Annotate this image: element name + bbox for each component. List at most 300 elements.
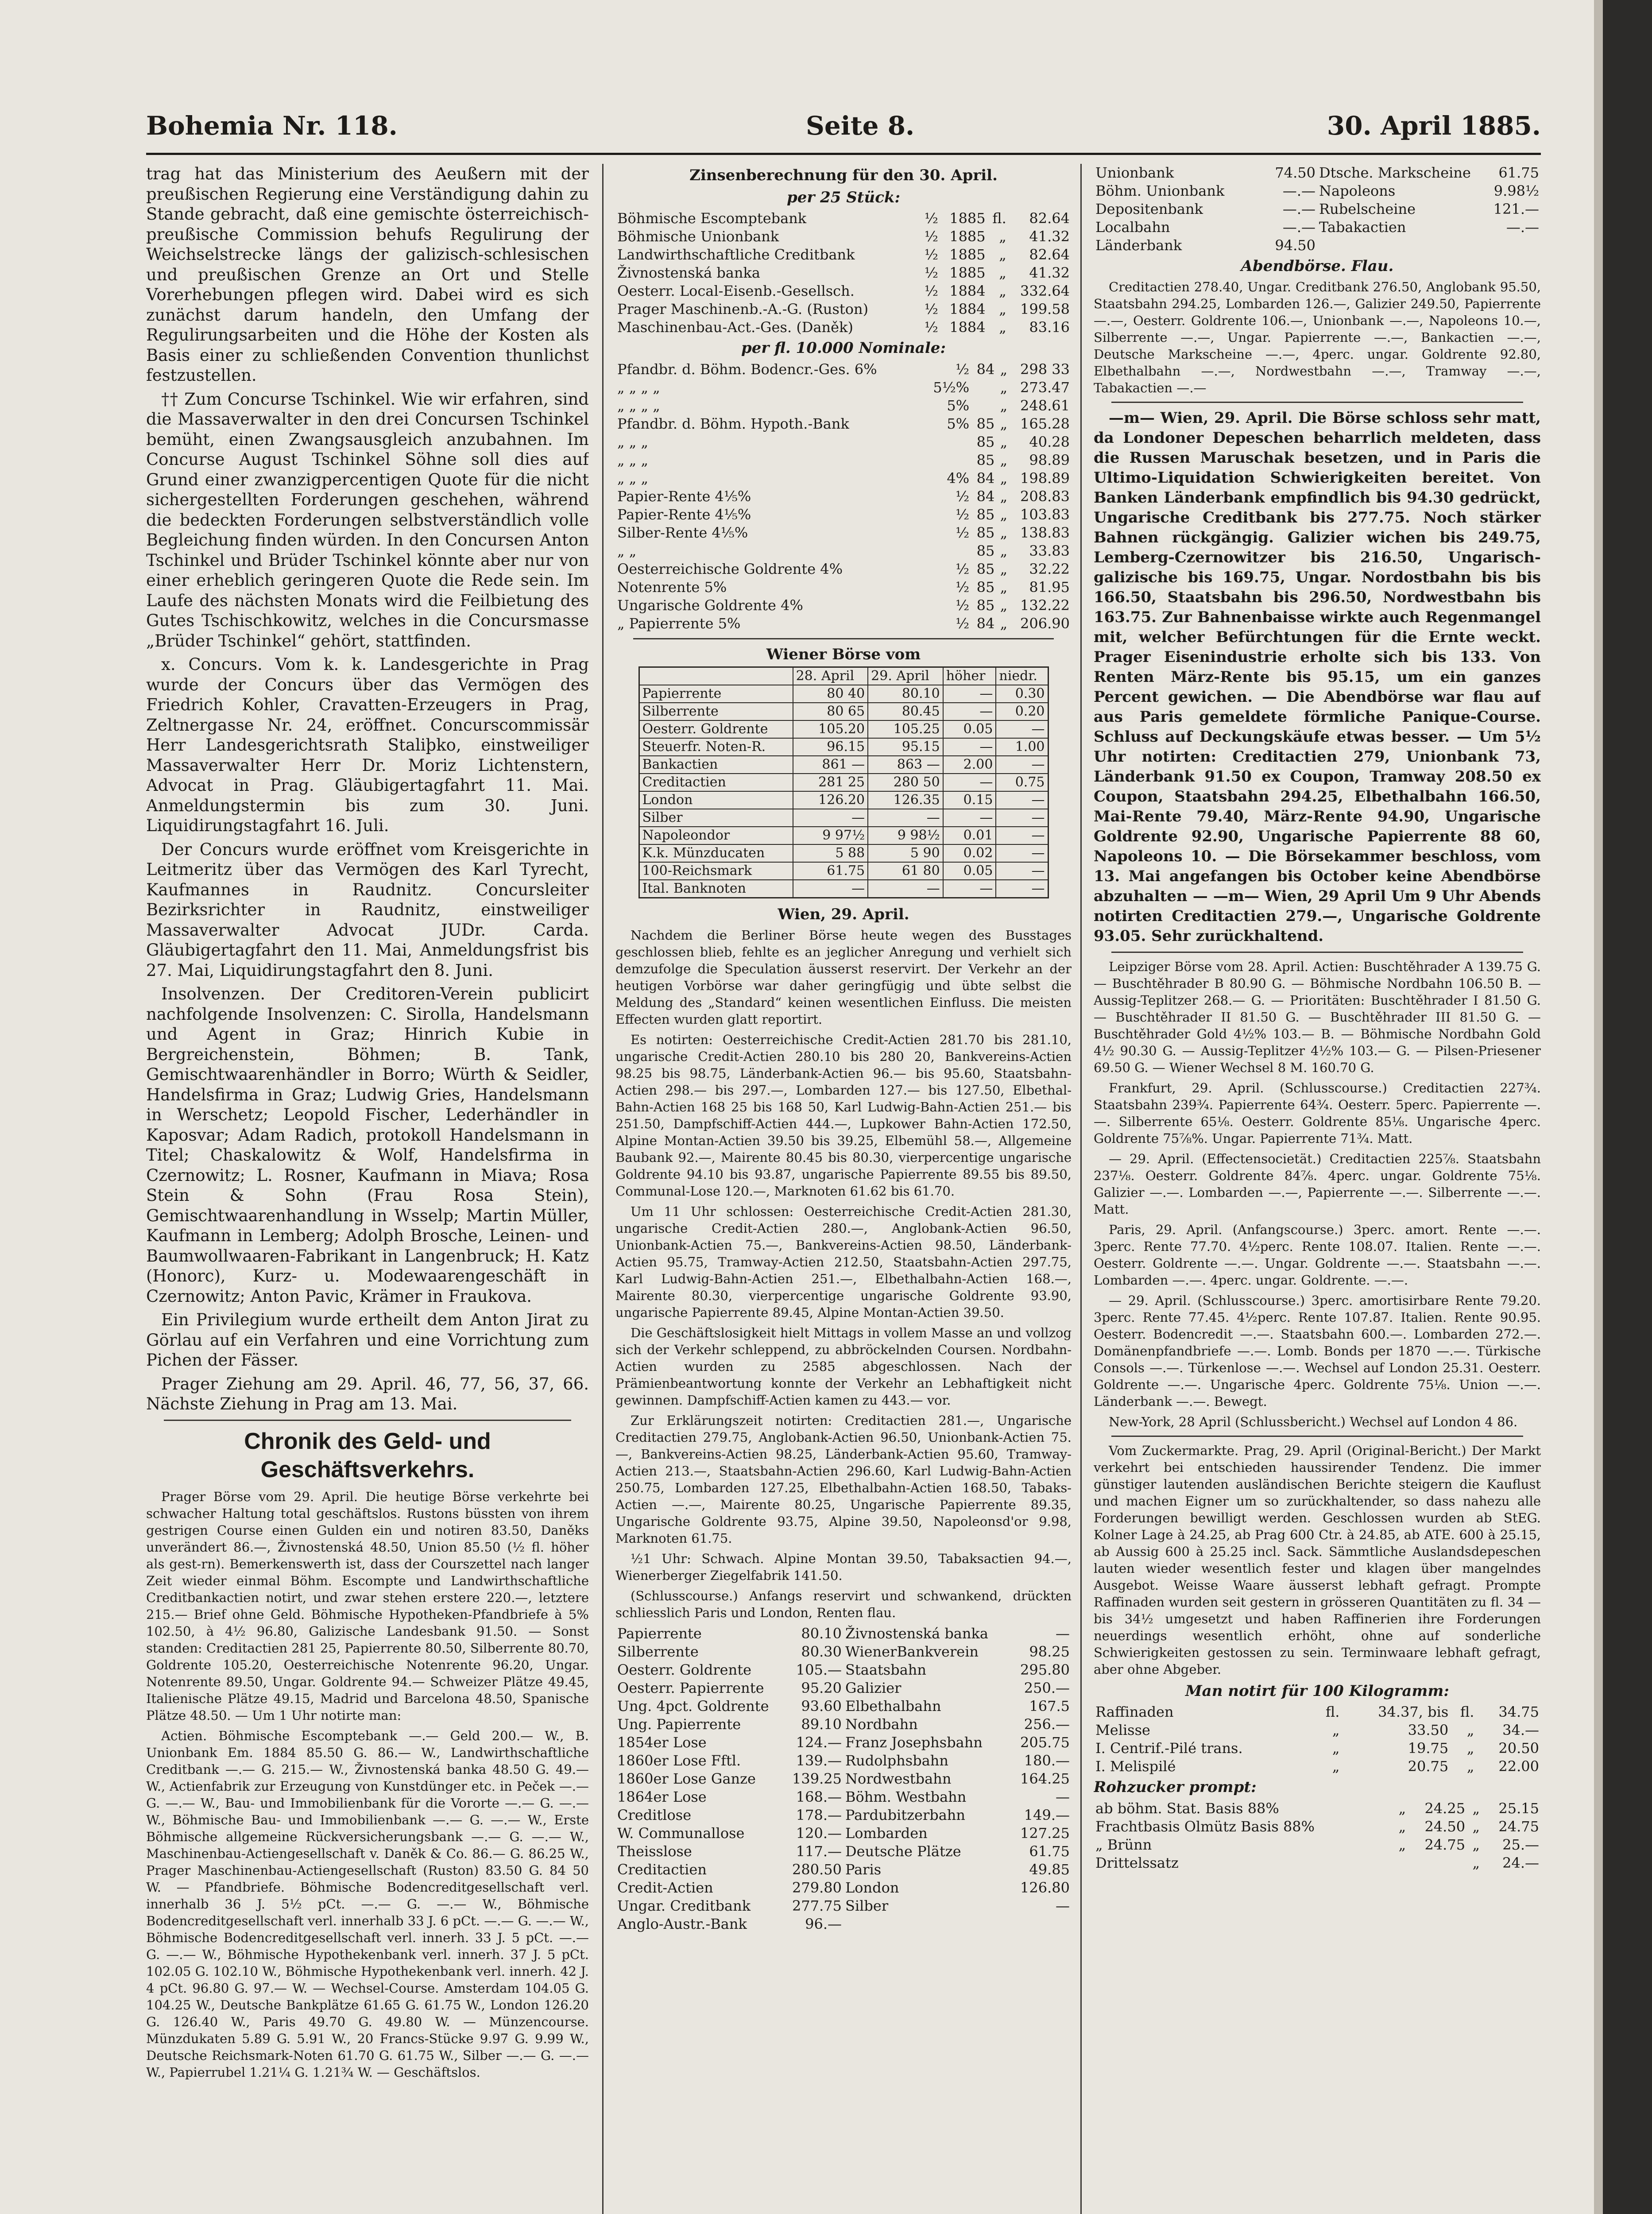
- table-cell: —: [996, 880, 1048, 898]
- issue-date: 30. April 1885.: [1327, 111, 1541, 141]
- sugar-table: [1094, 1703, 1541, 1776]
- page-header: [146, 111, 1541, 151]
- table-cell: —.—: [1282, 182, 1315, 199]
- table-cell: Notenrente 5%: [617, 578, 727, 596]
- table-row: [615, 488, 1072, 506]
- table-cell: 85: [976, 560, 995, 577]
- table-cell: ½: [924, 283, 938, 299]
- table-cell: Länderbank: [1095, 237, 1182, 254]
- table-cell: 85: [976, 578, 995, 596]
- table-row: [843, 1806, 1072, 1824]
- table-cell: „ Papierrente 5%: [617, 615, 741, 632]
- table-cell: —: [868, 809, 943, 827]
- divider: [1111, 952, 1523, 953]
- table-cell: 861 —: [793, 756, 868, 774]
- table-row: [1094, 236, 1317, 255]
- table-cell: 126.20: [793, 791, 868, 809]
- table-cell: 80.30: [801, 1643, 842, 1660]
- table-cell: „: [1000, 560, 1008, 577]
- frankfurt-report: Frankfurt, 29. April. (Schlusscourse.) Creditactien 227¾. Staatsbahn 239¾. Papierrente 64¾. Oesterr. 5perc. Papierrente —.—. Silberrente 65⅛. Oesterr. Goldrente 85⅛. Ungarische 4perc. Goldrente 75⅞%. Ungar. Papierrente 71¾. Matt.: [1094, 1080, 1541, 1146]
- table-row: [615, 560, 1072, 578]
- table-row: [615, 1752, 843, 1770]
- table-cell: 280 50: [868, 774, 943, 791]
- table-cell: 84: [976, 488, 995, 505]
- table-row: [615, 318, 1072, 337]
- table-cell: Ital. Banknoten: [639, 880, 793, 898]
- wien-text: Nachdem die Berliner Börse heute wegen des Busstages geschlossen blieb, fehlte es an jeglicher Anregung und verhielt sich demzufolge die Speculation äusserst reservirt. Der Verkehr an der heutigen Vorbörse war daher geringfügig und übte selbst die Meldung des „Standard“ keinen wesentlichen Einfluss. Die meisten Effecten wurden glatt reportirt.: [615, 927, 1072, 1027]
- table-cell: Ungar. Creditbank: [617, 1897, 751, 1914]
- table-cell: 5%: [947, 415, 970, 432]
- table-cell: 24.50: [1424, 1818, 1466, 1835]
- table-cell: 32.22: [1029, 560, 1070, 577]
- top-quotes: [1094, 164, 1541, 255]
- table-cell: 256.—: [1024, 1715, 1070, 1733]
- table-cell: 0.01: [943, 827, 996, 844]
- table-row: [1094, 182, 1317, 200]
- table-row: [615, 1879, 843, 1897]
- table-cell: „: [1398, 1800, 1406, 1817]
- table-cell: 34.—: [1502, 1722, 1539, 1738]
- table-cell: fl.: [992, 210, 1006, 227]
- interest-table: [615, 209, 1072, 337]
- table-cell: 5 90: [868, 844, 943, 862]
- table-cell: 85: [976, 506, 995, 523]
- rohzucker-heading: Rohzucker prompt:: [1094, 1778, 1257, 1796]
- table-cell: „: [1398, 1818, 1406, 1835]
- table-cell: 40.28: [1029, 433, 1070, 450]
- table-cell: 98.25: [1029, 1643, 1070, 1660]
- table-cell: „: [999, 301, 1006, 317]
- table-cell: ab böhm. Stat. Basis 88%: [1095, 1800, 1279, 1817]
- table-row: [843, 1842, 1072, 1861]
- table-cell: 1.00: [996, 738, 1048, 756]
- table-row: [1094, 1836, 1541, 1854]
- table-row: [1094, 1800, 1541, 1818]
- table-cell: „: [999, 264, 1006, 281]
- table-cell: Oesterreichische Goldrente 4%: [617, 560, 843, 577]
- table-cell: fl.: [1325, 1703, 1340, 1720]
- table-cell: Elbethalbahn: [845, 1697, 941, 1715]
- table-cell: Creditlose: [617, 1806, 692, 1823]
- table-cell: ½: [956, 506, 970, 523]
- table-cell: 81.95: [1029, 578, 1070, 596]
- table-cell: I. Centrif.-Pilé trans.: [1095, 1740, 1243, 1757]
- table-cell: [971, 379, 996, 397]
- table-cell: 85: [976, 415, 995, 432]
- table-cell: Silber: [845, 1897, 889, 1914]
- table-cell: 149.—: [1024, 1806, 1070, 1823]
- table-cell: 83.16: [1029, 319, 1070, 336]
- table-row: [615, 1824, 843, 1842]
- quote-table-left: [1094, 164, 1317, 255]
- table-cell: 9 97½: [793, 827, 868, 844]
- table-cell: 0.15: [943, 791, 996, 809]
- table-row: [1317, 164, 1541, 182]
- table-cell: Papier-Rente 4⅕%: [617, 506, 751, 523]
- table-cell: 20.50: [1498, 1740, 1539, 1757]
- table-cell: 80 65: [793, 703, 868, 720]
- table-cell: 121.—: [1493, 201, 1539, 217]
- column-header: 29. April: [868, 667, 943, 685]
- table-cell: ½: [956, 360, 970, 378]
- column-header: höher: [943, 667, 996, 685]
- table-cell: —: [1056, 1625, 1070, 1642]
- table-cell: 117.—: [796, 1842, 842, 1860]
- table-cell: 1884: [949, 283, 986, 299]
- table-cell: 19.75: [1408, 1740, 1449, 1757]
- table-cell: Böhm. Unionbank: [1095, 182, 1225, 199]
- table-cell: 61 80: [868, 862, 943, 880]
- table-row: [615, 1625, 843, 1643]
- table-cell: Tabakactien: [1319, 219, 1406, 236]
- table-cell: ½: [924, 301, 938, 317]
- table-cell: Pfandbr. d. Böhm. Bodencr.-Ges. 6%: [617, 360, 877, 378]
- table-row: [615, 379, 1072, 397]
- table-cell: —: [793, 809, 868, 827]
- table-cell: Raffinaden: [1095, 1703, 1174, 1720]
- table-cell: Melisse: [1095, 1722, 1150, 1738]
- table-cell: Nordwestbahn: [845, 1770, 952, 1787]
- table-row: [843, 1788, 1072, 1806]
- table-cell: 84: [976, 469, 995, 487]
- table-cell: —: [996, 844, 1048, 862]
- table-cell: 0.20: [996, 703, 1048, 720]
- table-row: [615, 1861, 843, 1879]
- table-cell: 0.75: [996, 774, 1048, 791]
- table-cell: 25.—: [1502, 1836, 1539, 1853]
- table-cell: —: [943, 703, 996, 720]
- table-row: [843, 1897, 1072, 1915]
- table-cell: Frachtbasis Olmütz Basis 88%: [1095, 1818, 1315, 1835]
- table-cell: 1884: [949, 301, 986, 317]
- table-cell: 85: [976, 596, 995, 614]
- table-cell: „: [1472, 1818, 1480, 1835]
- table-cell: 95.15: [868, 738, 943, 756]
- article-ziehung: Prager Ziehung am 29. April. 46, 77, 56, 37, 66. Nächste Ziehung in Prag am 13. Mai.: [146, 1374, 589, 1413]
- table-cell: 298 33: [1020, 360, 1070, 378]
- table-row: [639, 720, 1048, 738]
- table-cell: Landwirthschaftliche Creditbank: [617, 246, 855, 263]
- table-cell: 41.32: [1029, 228, 1070, 245]
- table-row: [843, 1824, 1072, 1842]
- table-cell: Rudolphsbahn: [845, 1752, 948, 1769]
- table-cell: 1885: [949, 210, 986, 227]
- closing-courses: [615, 1625, 1072, 1933]
- interest-table-nominal: [615, 360, 1072, 633]
- table-cell: 24.75: [1498, 1818, 1539, 1835]
- table-cell: ½: [956, 524, 970, 541]
- table-row: [615, 1643, 843, 1661]
- table-cell: Depositenbank: [1095, 201, 1203, 217]
- paris-report-2: — 29. April. (Schlusscourse.) 3perc. amortisirbare Rente 79.20. 3perc. Rente 77.45. 4½perc. Rente 107.87. Italien. Rente 90.95. Oesterr. Bodencredit —.—. Staatsbahn 600.—. Lombarden 272.—. Domänenpfandbriefe —.—. Lomb. Bonds per 1870 —.—. Türkische Consols —.—. Türkenlose —.—. Wechsel auf London 25.31. Oesterr. Goldrente —.—. Ungarische 4perc. Goldrente 75⅛. Union —.—. Länderbank —.—. Bewegt.: [1094, 1293, 1541, 1409]
- column-header: 28. April: [793, 667, 868, 685]
- table-cell: —: [943, 738, 996, 756]
- table-row: [843, 1734, 1072, 1752]
- table-row: [615, 578, 1072, 596]
- leipzig-report: Leipziger Börse vom 28. April. Actien: Buschtěhrader A 139.75 G. — Buschtěhrader B 80.90 G. — Böhmische Nordbahn 106.50 B. — Aussig-Teplitzer 268.— G. — Prioritäten: Buschtěhrader I 81.50 G. — Buschtěhrader II 81.50 G. — Buschtěhrader III 81.50 G. — Buschtěhrader Gold 4½% 103.— B. — Böhmische Nordbahn Gold 4½ 90.30 G. — Aussig-Teplitzer 4½% 103.— G. — Pilsen-Priesener 69.50 G. — Wiener Wechsel 8 M. 160.70 G.: [1094, 959, 1541, 1075]
- table-row: [1094, 1818, 1541, 1836]
- table-cell: Ung. 4pct. Goldrente: [617, 1697, 769, 1715]
- section-title: Chronik des Geld- und Geschäftsverkehrs.: [244, 1428, 491, 1482]
- table-cell: Papier-Rente 4⅕%: [617, 488, 751, 505]
- table-cell: Oesterr. Goldrente: [617, 1661, 751, 1678]
- table-row: [615, 282, 1072, 300]
- table-cell: 0.05: [943, 720, 996, 738]
- table-cell: ½: [924, 228, 938, 245]
- table-row: [615, 415, 1072, 433]
- wien-text: Es notirten: Oesterreichische Credit-Actien 281.70 bis 281.10, ungarische Credit-Actien 280.10 bis 280 20, Bankvereins-Actien 98.25 bis 98.75, Länderbank-Actien 96.— bis 95.60, Staatsbahn-Actien 298.— bis 297.—, Lombarden 127.— bis 127.50, Elbethal-Bahn-Actien 168 25 bis 168 50, Karl Ludwig-Bahn-Actien 251.— bis 251.50, Dampfschiff-Actien 444.—, Lupkower Bahn-Actien 172.50, Alpine Montan-Actien 39.50 bis 39.25, Elbemühl 58.—, Allgemeine Baubank 92.—, Mairente 80.45 bis 80.30, vierpercentige ungarische Goldrente 94.10 bis 93.87, ungarische Papierrente 89.55 bis 89.50, Communal-Lose 120.—, Marknoten 61.62 bis 61.70.: [615, 1032, 1072, 1199]
- table-cell: —: [943, 774, 996, 791]
- vienna-exchange-table: [638, 666, 1049, 898]
- table-cell: 863 —: [868, 756, 943, 774]
- wien-text: (Schlusscourse.) Anfangs reservirt und schwankend, drückten schliesslich Paris und London, Renten flau.: [615, 1588, 1072, 1620]
- table-cell: W. Communallose: [617, 1824, 745, 1842]
- table-cell: 124.—: [796, 1734, 842, 1751]
- table-cell: 105.20: [793, 720, 868, 738]
- table-cell: 25.15: [1498, 1800, 1539, 1817]
- article-text: trag hat das Ministerium des Aeußern mit der preußischen Regierung eine Verständigung dahin zu Stande gebracht, daß eine gemischte österreichisch-preußische Commission behufs Regulirung der Weichselstrecke längs der galizisch-schlesischen und preußischen Grenze an Ort und Stelle Vorerhebungen pflegen wird. Dabei wird es sich zunächst darum handeln, den Umfang der Regulirungsarbeiten und die Höhe der Kosten als Basis einer zu schließenden Convention thunlichst festzustellen.: [146, 164, 589, 385]
- table-cell: Böhmische Escomptebank: [617, 210, 807, 227]
- table-cell: 105.—: [796, 1661, 842, 1678]
- table-cell: „: [1000, 433, 1008, 450]
- table-row: [639, 774, 1048, 791]
- table-cell: 41.32: [1029, 264, 1070, 281]
- table-cell: 85: [976, 524, 995, 541]
- table-cell: Böhm. Westbahn: [845, 1788, 967, 1805]
- divider: [1111, 402, 1523, 403]
- quote-table-right: [1317, 164, 1541, 236]
- table-cell: 1884: [949, 319, 986, 336]
- raw-sugar-table: [1094, 1800, 1541, 1872]
- abendboerse-text: Creditactien 278.40, Ungar. Creditbank 276.50, Anglobank 95.50, Staatsbahn 294.25, Lombarden 126.—, Galizier 249.50, Papierrente —.—, Oesterr. Goldrente 106.—, Unionbank —.—, Napoleons 10.—, Silberrente —.—, Ungar. Papierrente —.—, Bankactien —.—, Deutsche Markscheine —.—, 4perc. ungar. Goldrente 92.80, Elbethalbahn —.—, Nordwestbahn —.—, Tramway —.—, Tabakactien —.—: [1094, 279, 1541, 395]
- article-tschinkel: †† Zum Concurse Tschinkel. Wie wir erfahren, sind die Massaverwalter in den drei Concursen Tschinkel bemüht, einen Zwangsausgleich anzubahnen. Im Concurse August Tschinkel Söhne soll dies auf Grund einer zwanzigpercentigen Quote für die nicht sichergestellten Forderungen geschehen, während die bedeckten Forderungen selbstverständlich volle Begleichung finden würden. In den Concursen Anton Tschinkel und Brüder Tschinkel könnte aber nur von einer erheblich geringeren Quote die Rede sein. Im Laufe des nächsten Monats wird die Feilbietung des Gutes Tschischkowitz, welches in die Concursmasse „Brüder Tschinkel“ gehört, stattfinden.: [146, 389, 589, 650]
- table-cell: fl.: [1460, 1703, 1474, 1720]
- table-cell: 2.00: [943, 756, 996, 774]
- table-row: [615, 1679, 843, 1697]
- table-row: [843, 1770, 1072, 1788]
- table-cell: 164.25: [1020, 1770, 1070, 1787]
- table-row: [615, 264, 1072, 282]
- table-cell: Papierrente: [617, 1625, 702, 1642]
- table-cell: —.—: [1506, 219, 1539, 236]
- table-cell: „: [1000, 397, 1008, 414]
- table-row: [843, 1643, 1072, 1661]
- table-cell: 279.80: [792, 1879, 842, 1896]
- table-cell: London: [639, 791, 793, 809]
- table-row: [1317, 182, 1541, 200]
- table-cell: 93.60: [801, 1697, 842, 1715]
- table-cell: „ „ „: [617, 451, 649, 468]
- table-cell: 9.98½: [1493, 182, 1539, 199]
- table-row: [615, 1770, 843, 1788]
- table-cell: —: [996, 720, 1048, 738]
- table-cell: Silber: [639, 809, 793, 827]
- table-row: [615, 524, 1072, 542]
- table-row: [615, 596, 1072, 615]
- table-cell: „: [1000, 469, 1008, 487]
- table-cell: „: [999, 283, 1006, 299]
- table-row: [843, 1625, 1072, 1643]
- table-row: [615, 1661, 843, 1679]
- table-cell: 277.75: [792, 1897, 842, 1914]
- table-cell: 127.25: [1020, 1824, 1070, 1842]
- table-cell: 34.75: [1498, 1703, 1539, 1720]
- table-cell: [925, 433, 971, 451]
- table-cell: 1854er Lose: [617, 1734, 707, 1751]
- table-cell: [925, 542, 971, 560]
- table-cell: „: [1000, 360, 1008, 378]
- table-cell: 1885: [949, 246, 986, 263]
- table-cell: 24.—: [1502, 1854, 1539, 1871]
- table-cell: 4%: [947, 469, 970, 487]
- newspaper-page: [146, 102, 1541, 2214]
- table-cell: „: [1466, 1722, 1474, 1738]
- table-row: [843, 1697, 1072, 1715]
- table-cell: 165.28: [1020, 415, 1070, 432]
- table-cell: „: [1332, 1740, 1340, 1757]
- table-cell: Maschinenbau-Act.-Ges. (Daněk): [617, 319, 853, 336]
- wien-text: Die Geschäftslosigkeit hielt Mittags in vollem Masse an und vollzog sich der Verkehr schleppend, zu abbröckelnden Coursen. Nordbahn-Actien wurden zu 2585 abgeschlossen. Nach der Prämienbeantwortung konnte der Verkehr an Lebhaftigkeit nicht gewinnen. Dampfschiff-Actien kamen zu 443.— vor.: [615, 1325, 1072, 1408]
- table-cell: 167.5: [1029, 1697, 1070, 1715]
- column-rule: [1080, 164, 1082, 2214]
- table-cell: 95.20: [801, 1679, 842, 1696]
- article-privilegium: Ein Privilegium wurde ertheilt dem Anton Jirat zu Görlau auf ein Verfahren und eine Vorrichtung zum Pichen der Fässer.: [146, 1310, 589, 1370]
- table-row: [615, 469, 1072, 488]
- table-cell: Steuerfr. Noten-R.: [639, 738, 793, 756]
- zucker-subtitle: Man notirt für 100 Kilogramm:: [1185, 1682, 1449, 1700]
- wien-text: ½1 Uhr: Schwach. Alpine Montan 39.50, Tabaksactien 94.—, Wienerberger Ziegelfabrik 141.50.: [615, 1551, 1072, 1583]
- table-cell: 120.—: [796, 1824, 842, 1842]
- table-row: [639, 791, 1048, 809]
- table-cell: 248.61: [1020, 397, 1070, 414]
- table-cell: 98.89: [1029, 451, 1070, 468]
- table-cell: „: [1398, 1836, 1406, 1853]
- table-cell: 85: [976, 433, 995, 450]
- closing-table-right: [843, 1625, 1072, 1915]
- table-cell: —: [1056, 1788, 1070, 1805]
- table-cell: 180.—: [1024, 1752, 1070, 1769]
- table-row: [1094, 200, 1317, 218]
- table-cell: Ungarische Goldrente 4%: [617, 596, 803, 614]
- table-cell: Prager Maschinenb.-A.-G. (Ruston): [617, 301, 869, 317]
- table-row: [615, 397, 1072, 415]
- table-row: [615, 246, 1072, 264]
- table-cell: Oesterr. Local-Eisenb.-Gesellsch.: [617, 283, 855, 299]
- closing-table-left: [615, 1625, 843, 1933]
- table-cell: 1860er Lose Ganze: [617, 1770, 756, 1787]
- page-number: Seite 8.: [806, 111, 915, 141]
- table-cell: Creditactien: [639, 774, 793, 791]
- table-row: [639, 685, 1048, 703]
- table-cell: 126.35: [868, 791, 943, 809]
- table-row: [615, 360, 1072, 379]
- table-cell: [1393, 1854, 1408, 1872]
- table-row: [1094, 1703, 1541, 1721]
- table-row: [615, 615, 1072, 633]
- table-cell: 168.—: [796, 1788, 842, 1805]
- table-cell: —: [996, 862, 1048, 880]
- table-cell: 84: [976, 615, 995, 632]
- table-cell: „: [1000, 451, 1008, 468]
- table-row: [615, 433, 1072, 451]
- table-cell: ½: [956, 596, 970, 614]
- table-cell: 9 98½: [868, 827, 943, 844]
- table-header-row: [639, 667, 1048, 685]
- table-cell: ½: [924, 264, 938, 281]
- table-cell: —.—: [1282, 219, 1315, 236]
- table-row: [1094, 1739, 1541, 1757]
- table-cell: —: [943, 880, 996, 898]
- table-cell: 206.90: [1020, 615, 1070, 632]
- table-row: [1094, 1757, 1541, 1776]
- table-cell: ½: [956, 488, 970, 505]
- table-row: [843, 1752, 1072, 1770]
- table-cell: Silber-Rente 4⅕%: [617, 524, 748, 541]
- table-cell: 205.75: [1020, 1734, 1070, 1751]
- table-cell: „: [999, 228, 1006, 245]
- table-cell: 281 25: [793, 774, 868, 791]
- table-cell: 273.47: [1020, 379, 1070, 396]
- table-row: [639, 880, 1048, 898]
- table-cell: Localbahn: [1095, 219, 1170, 236]
- table-cell: „: [1000, 578, 1008, 596]
- header-rule: [146, 153, 1541, 155]
- table-row: [639, 827, 1048, 844]
- table-cell: 178.—: [796, 1806, 842, 1823]
- table-cell: 20.75: [1408, 1758, 1449, 1775]
- table-row: [1094, 218, 1317, 236]
- table-cell: 0.02: [943, 844, 996, 862]
- table-cell: 198.89: [1020, 469, 1070, 487]
- table-row: [843, 1715, 1072, 1734]
- zucker-report: Vom Zuckermarkte. Prag, 29. April (Original-Bericht.) Der Markt verkehrt bei entschieden haussirender Tendenz. Die immer günstiger lautenden ausländischen Berichte steigern die Kauflust und machen Eigner um so zurückhaltender, so dass nahezu alle Forderungen bewilligt werden. Geschlossen wurden ab StEG. Kolner Lage à 24.25, ab Prag 600 Ctr. à 24.85, ab ATE. 600 à 25.15, ab Aussig 600 à 25.25 incl. Sack. Sämmtliche Auslandsdepeschen lauten wieder wesentlich fester und klagen über mangelndes Ausgebot. Weisse Waare äusserst lebhaft gefragt. Prompte Raffinaden wurden seit gestern in grösseren Quantitäten zu fl. 34 — bis 34½ umgesetzt und haben Raffinerien ihre Forderungen neuerdings wesentlich erhöht, ohne auf sonderliche Schwierigkeiten gestossen zu sein. Terminwaare lebhaft gefragt, aber ohne Abgeber.: [1094, 1443, 1541, 1677]
- column-header: [639, 667, 793, 685]
- interest-subtitle-2: per fl. 10.000 Nominale:: [741, 339, 946, 357]
- table-cell: 199.58: [1020, 301, 1070, 317]
- table-cell: „ „ „ „: [617, 379, 660, 396]
- table-row: [639, 703, 1048, 720]
- table-cell: 94.50: [1275, 237, 1315, 254]
- table-cell: 84: [976, 360, 995, 378]
- table-cell: „ „ „: [617, 469, 649, 487]
- table-cell: 34.37, bis: [1378, 1703, 1449, 1720]
- table-cell: Theisslose: [617, 1842, 692, 1860]
- table-cell: 1860er Lose Fftl.: [617, 1752, 741, 1769]
- table-cell: 1864er Lose: [617, 1788, 707, 1805]
- article-concurs: x. Concurs. Vom k. k. Landesgerichte in Prag wurde der Concurs über das Vermögen des Friedrich Kohler, Cravatten-Erzeugers in Prag, Zeltnergasse Nr. 24, eröffnet. Concurscommissär Herr Landesgerichtsrath Staliþko, einstweiliger Massaverwalter Herr Dr. Moriz Lichtenstern, Advocat in Prag. Gläubigertagfahrt 11. Mai. Anmeldungstermin bis zum 30. Juni. Liquidirungstagfahrt 16. Juli.: [146, 655, 589, 835]
- table-cell: Drittelssatz: [1095, 1854, 1179, 1871]
- table-row: [1094, 1854, 1541, 1872]
- table-cell: —: [996, 756, 1048, 774]
- table-cell: 33.50: [1408, 1722, 1449, 1738]
- table-cell: —: [793, 880, 868, 898]
- wien-text: Um 11 Uhr schlossen: Oesterreichische Credit-Actien 281.30, ungarische Credit-Actien 280.—, Anglobank-Actien 96.50, Unionbank-Actien 75.—, Bankvereins-Actien 98.50, Länderbank-Actien 95.75, Tramway-Actien 212.50, Staatsbahn-Actien 297.75, Karl Ludwig-Bahn-Actien 251.—, Elbethalbahn-Actien 168.—, Mairente 80.30, vierpercentige ungarische Goldrente 93.90, ungarische Papierrente 89.45, Alpine Montan-Actien 39.50.: [615, 1204, 1072, 1320]
- paris-report: Paris, 29. April. (Anfangscourse.) 3perc. amort. Rente —.—. 3perc. Rente 77.70. 4½perc. Rente 108.07. Italien. Rente —.—. Oesterr. Goldrente —.—. Ungar. Goldrente —.—. Staatsbahn —.—. Lombarden —.—. 4perc. ungar. Goldrente. —.—.: [1094, 1222, 1541, 1288]
- table-cell: 49.85: [1029, 1861, 1070, 1878]
- table-cell: —: [868, 880, 943, 898]
- frankfurt-report-2: — 29. April. (Effectensocietät.) Creditactien 225⅞. Staatsbahn 237⅛. Oesterr. Goldrente 84⅞. 4perc. ungar. Goldrente 75⅛. Galizier —.—. Lombarden —.—, Papierrente —.—. Silberrente —.—. Matt.: [1094, 1151, 1541, 1217]
- table-row: [639, 862, 1048, 880]
- table-row: [1317, 200, 1541, 218]
- table-cell: Bankactien: [639, 756, 793, 774]
- table-cell: „: [999, 246, 1006, 263]
- table-cell: Živnostenská banka: [617, 264, 760, 281]
- table-cell: Oesterr. Papierrente: [617, 1679, 764, 1696]
- table-row: [843, 1879, 1072, 1897]
- table-cell: 74.50: [1275, 164, 1315, 181]
- table-cell: 24.75: [1424, 1836, 1466, 1853]
- table-cell: 85: [976, 542, 995, 559]
